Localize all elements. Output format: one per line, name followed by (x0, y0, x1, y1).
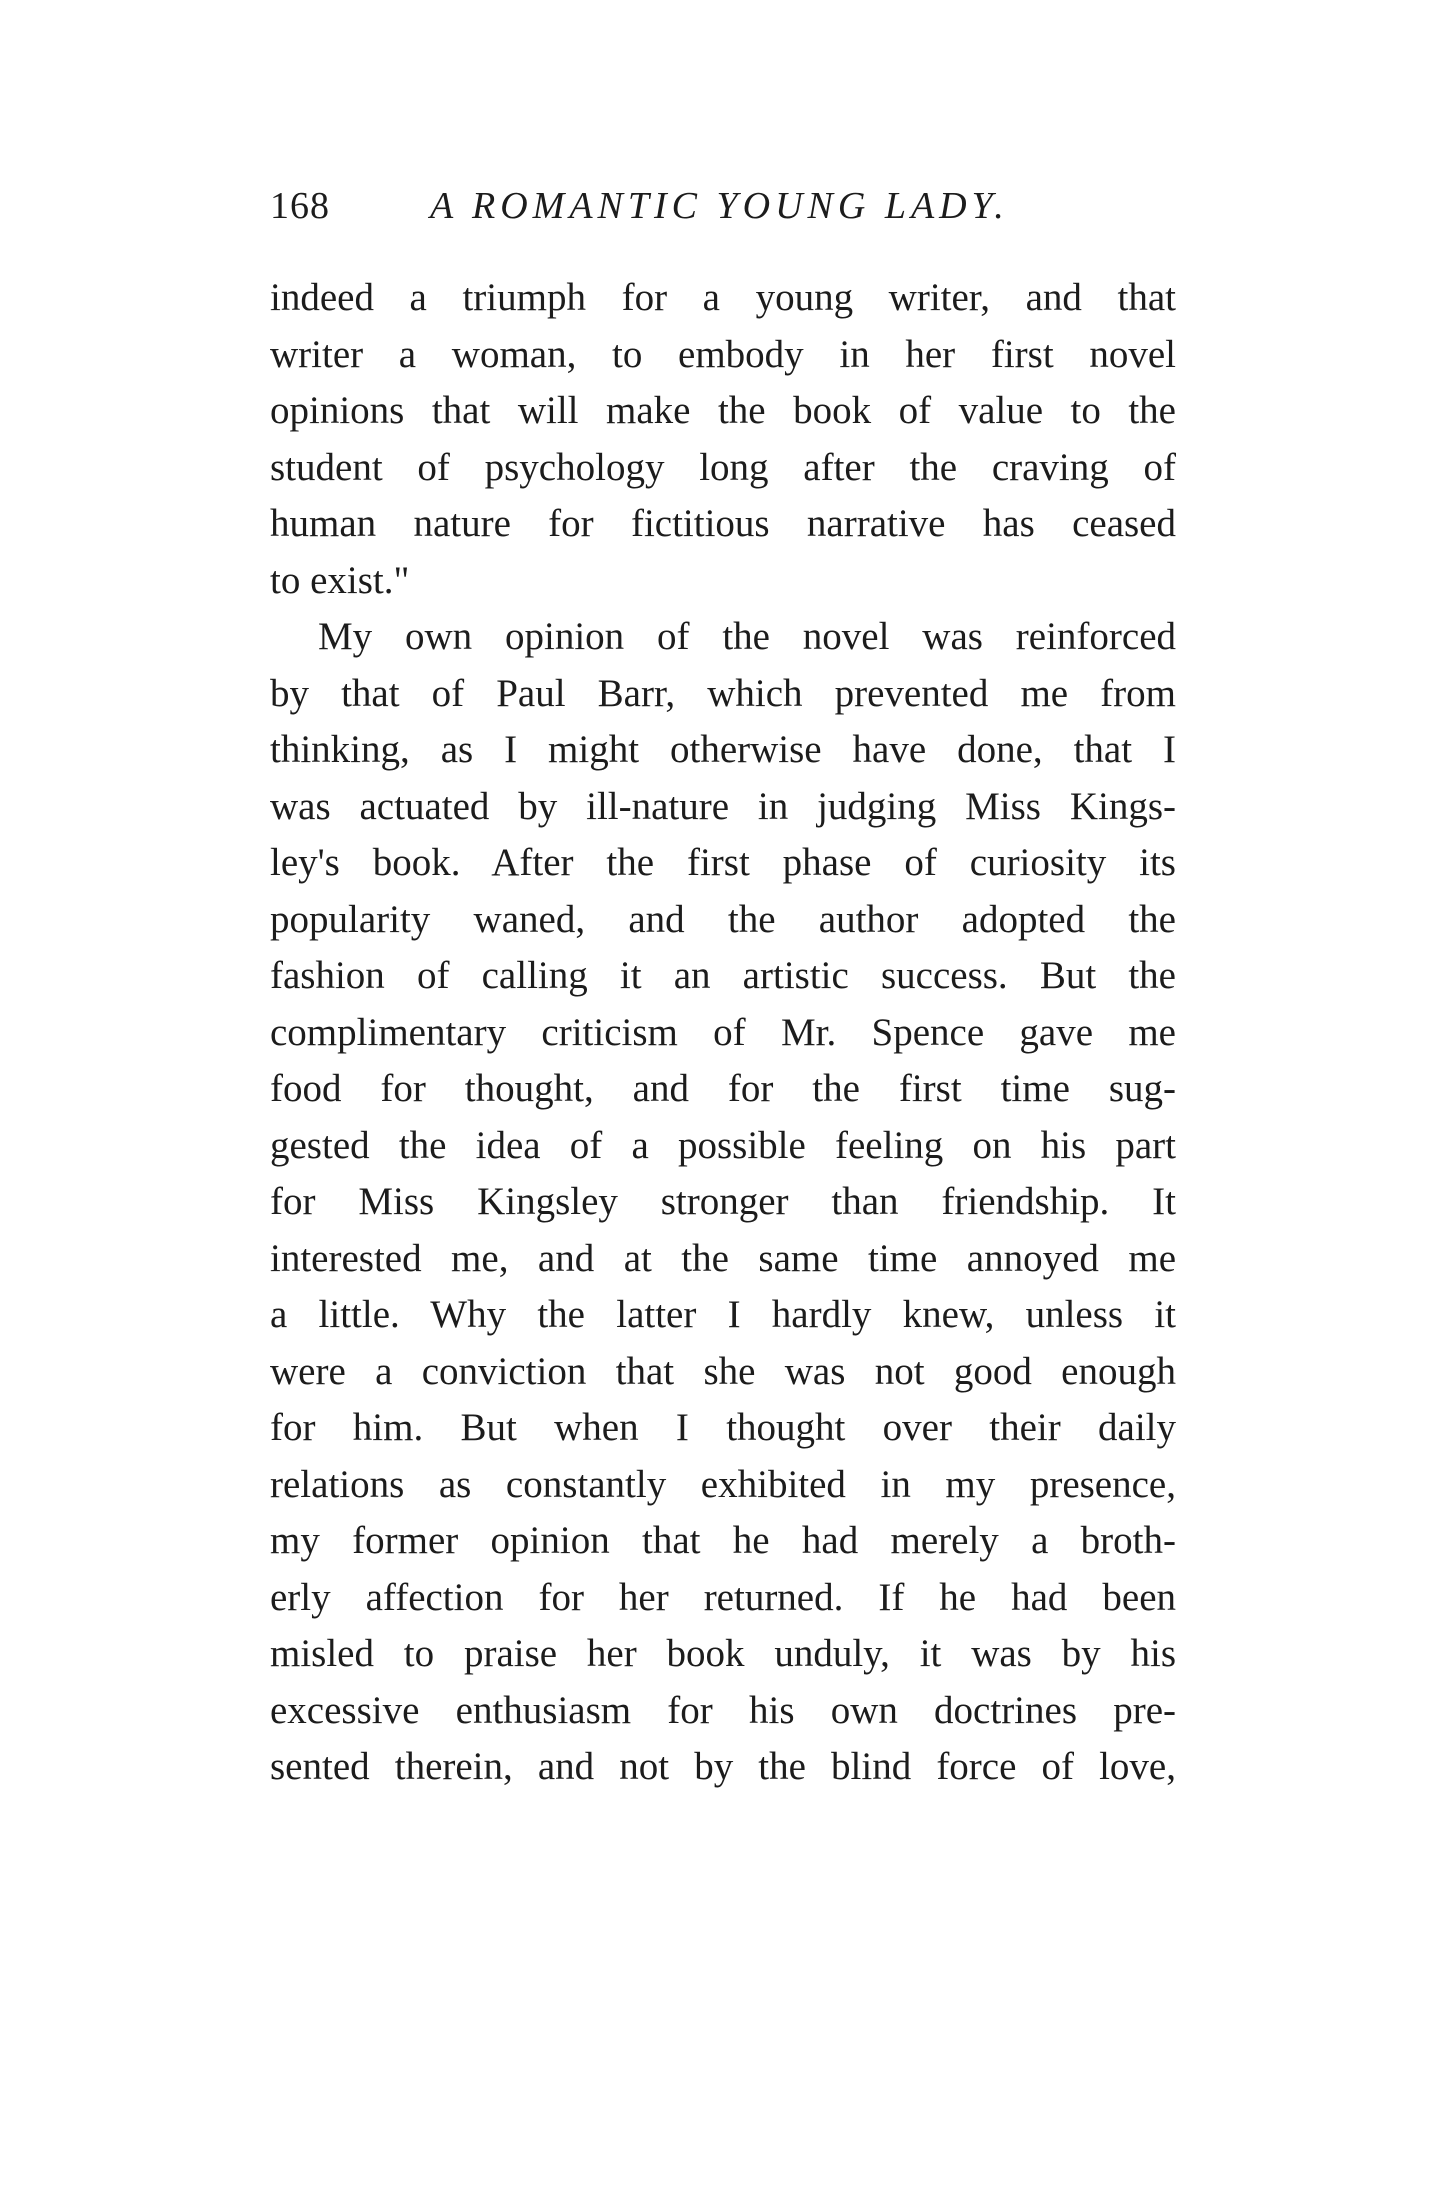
page-number: 168 (270, 185, 330, 227)
text-line: opinions that will make the book of value to the (270, 389, 1176, 432)
text-line: writer a woman, to embody in her first novel (270, 332, 1176, 376)
text-line: to exist." (270, 558, 410, 602)
text-line: misled to praise her book unduly, it was by his (270, 1632, 1176, 1675)
text-line: thinking, as I might otherwise have done, that I (270, 728, 1176, 771)
text-line: fashion of calling it an artistic success. But the (270, 954, 1176, 997)
text-line: for him. But when I thought over their daily (270, 1406, 1176, 1449)
text-line: My own opinion of the novel was reinforced (318, 615, 1176, 658)
text-line: human nature for fictitious narrative has ceased (270, 502, 1176, 545)
text-line: popularity waned, and the author adopted the (270, 897, 1176, 941)
text-line: was actuated by ill-nature in judging Miss Kings- (270, 784, 1176, 828)
text-line: student of psychology long after the craving of (270, 445, 1176, 489)
text-line: erly affection for her returned. If he had been (270, 1575, 1176, 1619)
running-title: A ROMANTIC YOUNG LADY. (430, 185, 1009, 227)
text-line: gested the idea of a possible feeling on his part (270, 1123, 1176, 1167)
text-line: a little. Why the latter I hardly knew, unless it (270, 1293, 1176, 1336)
text-line: ley's book. After the first phase of curiosity its (270, 841, 1176, 884)
text-line: were a conviction that she was not good enough (270, 1349, 1176, 1393)
text-line: by that of Paul Barr, which prevented me from (270, 671, 1176, 715)
text-line: indeed a triumph for a young writer, and that (270, 276, 1176, 319)
body-text (270, 270, 1176, 1796)
text-line: excessive enthusiasm for his own doctrines pre- (270, 1688, 1176, 1732)
running-head (270, 178, 1176, 234)
text-line: relations as constantly exhibited in my presence, (270, 1462, 1176, 1506)
text-line: interested me, and at the same time annoyed me (270, 1236, 1176, 1280)
text-line: my former opinion that he had merely a broth- (270, 1519, 1176, 1562)
text-line: for Miss Kingsley stronger than friendship. It (270, 1180, 1176, 1223)
text-line: complimentary criticism of Mr. Spence gave me (270, 1010, 1176, 1054)
text-line: food for thought, and for the first time sug- (270, 1067, 1176, 1110)
text-line: sented therein, and not by the blind force of love, (270, 1745, 1176, 1788)
